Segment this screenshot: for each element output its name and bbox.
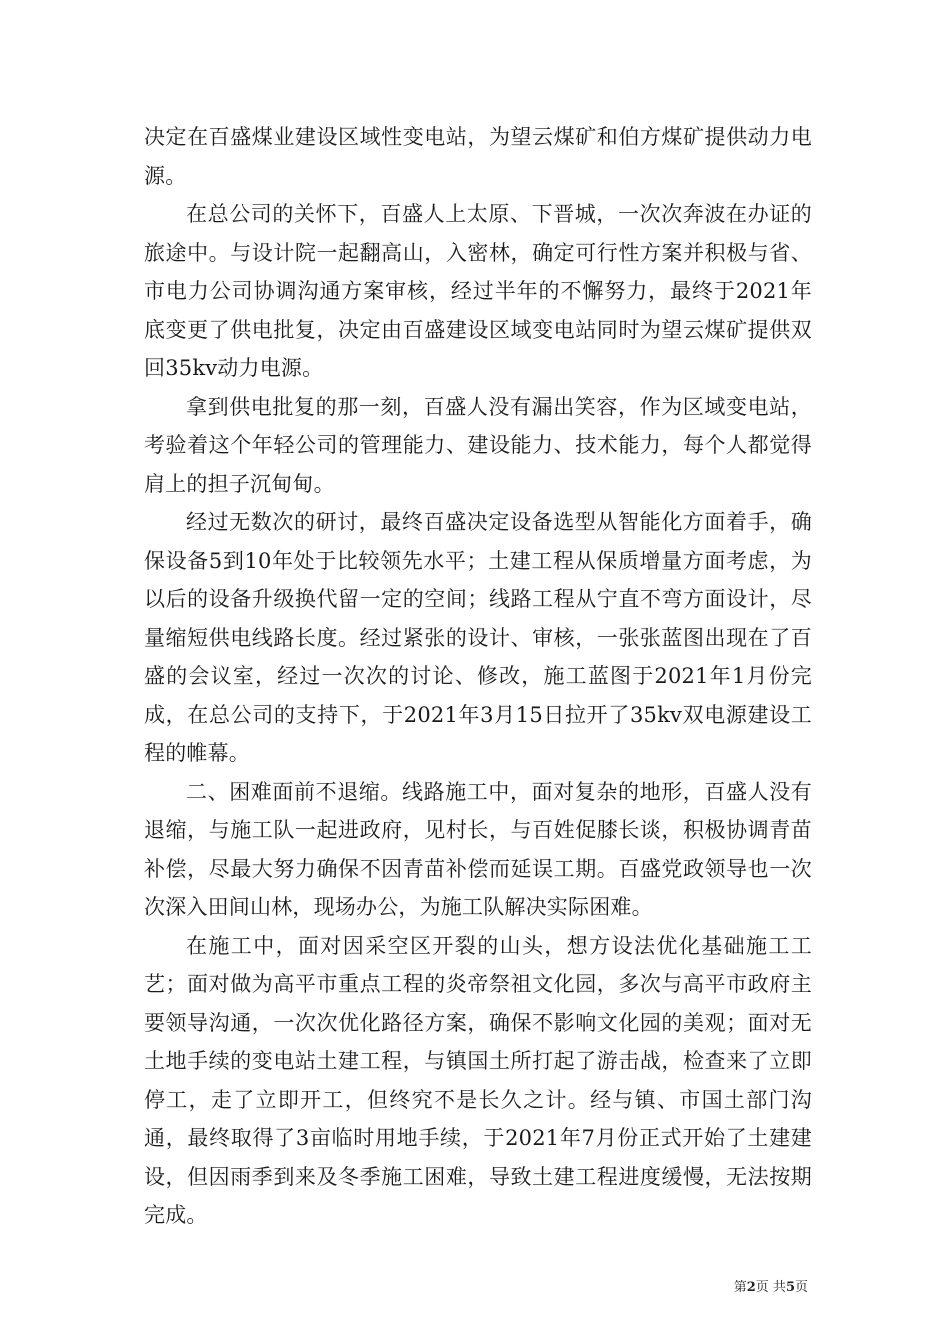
current-page-number: 2 [746,1280,756,1295]
paragraph-6: 在施工中，面对因采空区开裂的山头，想方设法优化基础施工工艺；面对做为高平市重点工程的炎帝祭祖文化园，多次与高平市政府主要领导沟通，一次次优化路径方案，确保不影响文化园的美观；面对无土地手续的变电站土建工程，与镇国土所打起了游击战，检查来了立即停工，走了立即开工，但终究不是长久之计。经与镇、市国土部门沟通，最终取得了3亩临时用地手续，于2021年7月份正式开始了土建建设，但因雨季到来及冬季施工困难，导致土建工程进度缓慢，无法按期完成。 [144,933,812,1227]
document-body [144,118,812,1235]
total-pages-number: 5 [785,1280,795,1295]
footer-middle: 页 共 [755,1280,786,1295]
paragraph-5: 二、困难面前不退缩。线路施工中，面对复杂的地形，百盛人没有退缩，与施工队一起进政府，见村长，与百姓促膝长谈，积极协调青苗补偿，尽最大努力确保不因青苗补偿而延误工期。百盛党政领导也一次次深入田间山林，现场办公，为施工队解决实际困难。 [144,779,812,919]
footer-suffix: 页 [794,1280,808,1295]
paragraph-4: 经过无数次的研讨，最终百盛决定设备选型从智能化方面着手，确保设备5到10年处于比较领先水平；土建工程从保质增量方面考虑，为以后的设备升级换代留一定的空间；线路工程从宁直不弯方面设计，尽量缩短供电线路长度。经过紧张的设计、审核，一张张蓝图出现在了百盛的会议室，经过一次次的讨论、修改，施工蓝图于2021年1月份完成，在总公司的支持下，于2021年3月15日拉开了35kv双电源建设工程的帷幕。 [144,510,812,765]
paragraph-3: 拿到供电批复的那一刻，百盛人没有漏出笑容，作为区域变电站，考验着这个年轻公司的管理能力、建设能力、技术能力，每个人都觉得肩上的担子沉甸甸。 [144,394,812,496]
footer-prefix: 第 [733,1280,747,1295]
paragraph-2: 在总公司的关怀下，百盛人上太原、下晋城，一次次奔波在办证的旅途中。与设计院一起翻高山，入密林，确定可行性方案并积极与省、市电力公司协调沟通方案审核，经过半年的不懈努力，最终于2021年底变更了供电批复，决定由百盛建设区域变电站同时为望云煤矿提供双回35kv动力电源。 [144,202,812,380]
page-number-footer [734,1276,808,1295]
paragraph-1: 决定在百盛煤业建设区域性变电站，为望云煤矿和伯方煤矿提供动力电源。 [144,125,812,188]
